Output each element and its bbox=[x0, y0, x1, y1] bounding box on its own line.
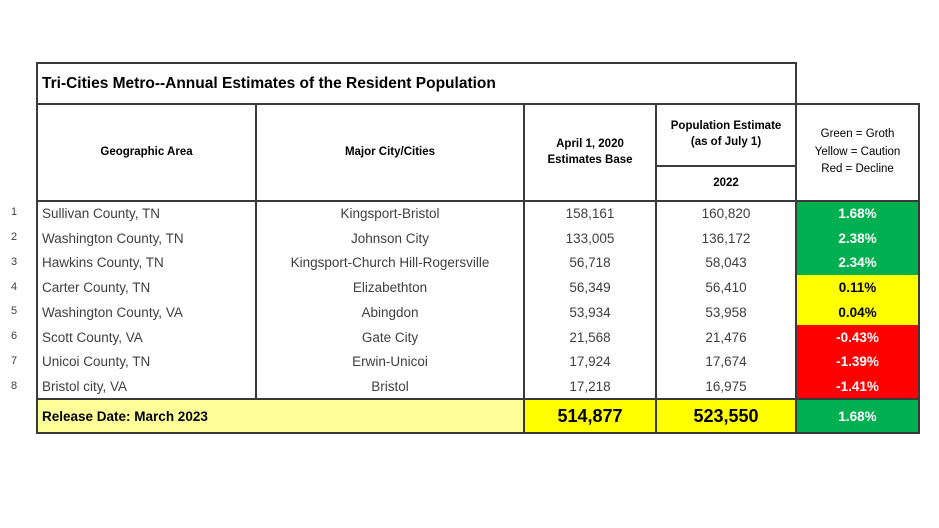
title-row bbox=[37, 63, 919, 104]
row-number[interactable]: 3 bbox=[10, 255, 18, 268]
legend-green: Green = Groth bbox=[820, 127, 895, 140]
percent-cell[interactable]: 1.68% bbox=[796, 201, 919, 226]
header-estimates-base-line1: April 1, 2020 bbox=[556, 137, 624, 150]
legend-red: Red = Decline bbox=[821, 163, 894, 176]
percent-cell[interactable]: -0.43% bbox=[796, 325, 919, 350]
base-cell[interactable]: 133,005 bbox=[524, 226, 656, 251]
header-geographic-area[interactable]: Geographic Area bbox=[37, 104, 256, 201]
row-number[interactable]: 2 bbox=[10, 231, 18, 244]
base-cell[interactable]: 158,161 bbox=[524, 201, 656, 226]
total-percent-cell[interactable]: 1.68% bbox=[796, 399, 919, 433]
estimate-cell[interactable]: 136,172 bbox=[656, 226, 796, 251]
header-year[interactable]: 2022 bbox=[656, 166, 796, 201]
percent-cell[interactable]: 0.04% bbox=[796, 300, 919, 325]
table-row bbox=[37, 325, 919, 350]
percent-cell[interactable]: 2.38% bbox=[796, 226, 919, 251]
header-estimates-base[interactable] bbox=[524, 104, 656, 201]
city-cell[interactable]: Kingsport-Bristol bbox=[256, 201, 524, 226]
table-title: Tri-Cities Metro--Annual Estimates of the Resident Population bbox=[37, 63, 796, 104]
city-cell[interactable]: Elizabethton bbox=[256, 275, 524, 300]
area-cell[interactable]: Bristol city, VA bbox=[37, 374, 256, 399]
header-row bbox=[37, 104, 919, 166]
footer-row bbox=[37, 399, 919, 433]
estimate-cell[interactable]: 58,043 bbox=[656, 251, 796, 276]
table-row bbox=[37, 374, 919, 399]
total-base-cell[interactable]: 514,877 bbox=[524, 399, 656, 433]
base-cell[interactable]: 56,718 bbox=[524, 251, 656, 276]
header-major-city[interactable]: Major City/Cities bbox=[256, 104, 524, 201]
area-cell[interactable]: Washington County, VA bbox=[37, 300, 256, 325]
area-cell[interactable]: Carter County, TN bbox=[37, 275, 256, 300]
table-row bbox=[37, 350, 919, 375]
table-row bbox=[37, 275, 919, 300]
release-date-cell[interactable]: Release Date: March 2023 bbox=[37, 399, 524, 433]
spreadsheet-row-gutter bbox=[0, 200, 28, 398]
base-cell[interactable]: 17,924 bbox=[524, 350, 656, 375]
row-number[interactable]: 5 bbox=[10, 305, 18, 318]
city-cell[interactable]: Gate City bbox=[256, 325, 524, 350]
area-cell[interactable]: Scott County, VA bbox=[37, 325, 256, 350]
percent-cell[interactable]: -1.41% bbox=[796, 374, 919, 399]
row-number[interactable]: 1 bbox=[10, 206, 18, 219]
area-cell[interactable]: Unicoi County, TN bbox=[37, 350, 256, 375]
color-legend bbox=[796, 104, 919, 201]
base-cell[interactable]: 56,349 bbox=[524, 275, 656, 300]
base-cell[interactable]: 17,218 bbox=[524, 374, 656, 399]
row-number[interactable]: 7 bbox=[10, 354, 18, 367]
city-cell[interactable]: Erwin-Unicoi bbox=[256, 350, 524, 375]
city-cell[interactable]: Bristol bbox=[256, 374, 524, 399]
row-number[interactable]: 4 bbox=[10, 280, 18, 293]
table-row bbox=[37, 226, 919, 251]
row-number[interactable]: 6 bbox=[10, 330, 18, 343]
header-population-estimate-line1: Population Estimate bbox=[670, 120, 782, 133]
estimate-cell[interactable]: 21,476 bbox=[656, 325, 796, 350]
estimate-cell[interactable]: 56,410 bbox=[656, 275, 796, 300]
percent-cell[interactable]: -1.39% bbox=[796, 350, 919, 375]
table-row bbox=[37, 251, 919, 276]
estimate-cell[interactable]: 16,975 bbox=[656, 374, 796, 399]
table-row bbox=[37, 300, 919, 325]
city-cell[interactable]: Kingsport-Church Hill-Rogersville bbox=[256, 251, 524, 276]
row-number[interactable]: 8 bbox=[10, 379, 18, 392]
estimate-cell[interactable]: 160,820 bbox=[656, 201, 796, 226]
percent-cell[interactable]: 2.34% bbox=[796, 251, 919, 276]
population-estimates-table bbox=[36, 62, 920, 434]
city-cell[interactable]: Abingdon bbox=[256, 300, 524, 325]
area-cell[interactable]: Hawkins County, TN bbox=[37, 251, 256, 276]
base-cell[interactable]: 21,568 bbox=[524, 325, 656, 350]
area-cell[interactable]: Sullivan County, TN bbox=[37, 201, 256, 226]
base-cell[interactable]: 53,934 bbox=[524, 300, 656, 325]
total-estimate-cell[interactable]: 523,550 bbox=[656, 399, 796, 433]
city-cell[interactable]: Johnson City bbox=[256, 226, 524, 251]
area-cell[interactable]: Washington County, TN bbox=[37, 226, 256, 251]
header-estimates-base-line2: Estimates Base bbox=[547, 153, 633, 166]
percent-cell[interactable]: 0.11% bbox=[796, 275, 919, 300]
estimate-cell[interactable]: 53,958 bbox=[656, 300, 796, 325]
table-row bbox=[37, 201, 919, 226]
header-population-estimate[interactable] bbox=[656, 104, 796, 166]
legend-yellow: Yellow = Caution bbox=[814, 145, 901, 158]
header-population-estimate-line2: (as of July 1) bbox=[690, 136, 762, 148]
estimate-cell[interactable]: 17,674 bbox=[656, 350, 796, 375]
empty-corner bbox=[796, 63, 919, 104]
